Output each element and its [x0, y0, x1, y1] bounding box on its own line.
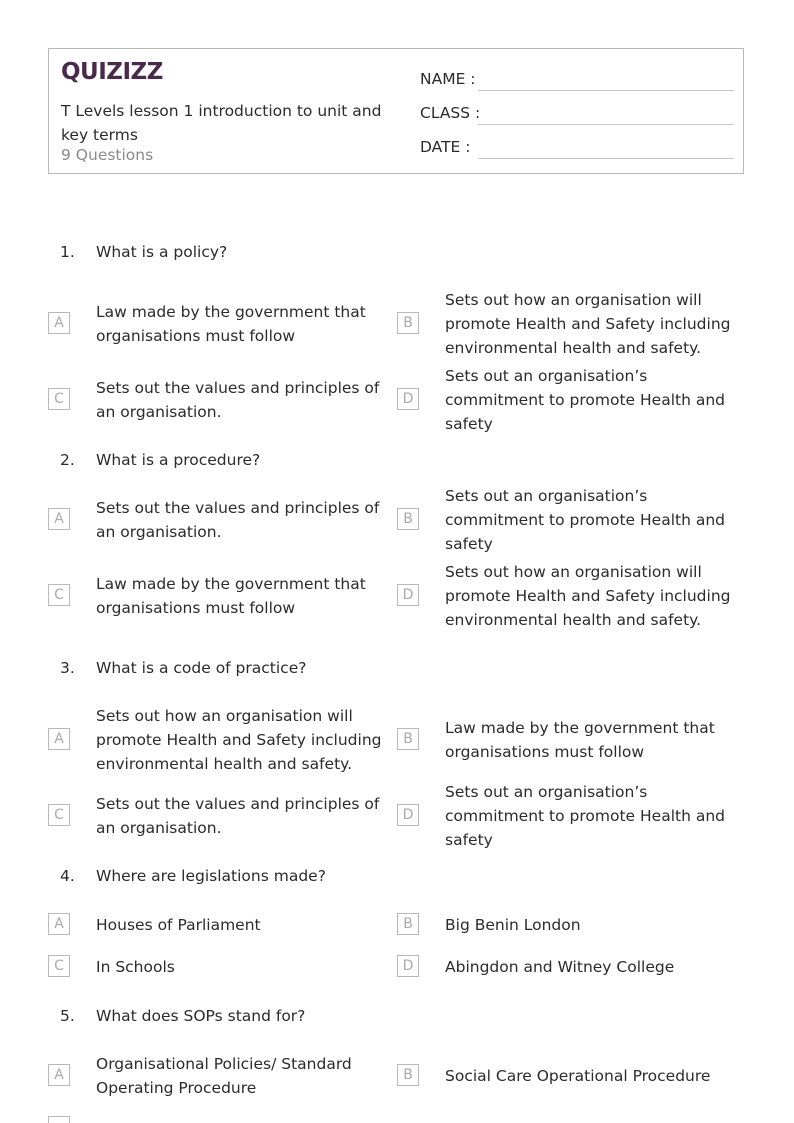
q4-option-c[interactable]	[48, 955, 393, 979]
q1-option-b[interactable]	[397, 288, 742, 360]
question-number: 4.	[60, 867, 75, 885]
q3-option-a[interactable]	[48, 704, 393, 776]
worksheet-header	[48, 48, 744, 174]
option-text: Sets out the values and principles of an organisation.	[96, 499, 380, 541]
option-text: Law made by the government that organisations must follow	[445, 719, 715, 761]
option-text: Sets out the values and principles of an organisation.	[96, 795, 380, 837]
option-letter-box[interactable]: B	[397, 312, 419, 334]
option-text: In Schools	[96, 958, 175, 976]
option-letter-box[interactable]: D	[397, 584, 419, 606]
option-letter-box[interactable]: B	[397, 508, 419, 530]
q1-option-a[interactable]	[48, 288, 393, 360]
option-letter-box[interactable]: B	[397, 913, 419, 935]
option-letter-box[interactable]: B	[397, 1064, 419, 1086]
question-text: What is a procedure?	[96, 451, 261, 469]
q2-option-b[interactable]	[397, 487, 742, 553]
question-count: 9 Questions	[61, 146, 154, 164]
class-field[interactable]	[420, 101, 734, 125]
q4-option-d[interactable]	[397, 955, 742, 979]
option-text: Sets out the values and principles of an organisation.	[96, 379, 380, 421]
q2-option-a[interactable]	[48, 496, 393, 544]
q5-option-b[interactable]	[397, 1052, 742, 1100]
option-text: Law made by the government that organisations must follow	[96, 575, 366, 617]
option-letter-box[interactable]: C	[48, 584, 70, 606]
option-letter-box[interactable]: C	[48, 955, 70, 977]
question-number: 5.	[60, 1007, 75, 1025]
option-text: Sets out an organisation’s commitment to promote Health and safety	[445, 783, 725, 849]
option-letter-box[interactable]: D	[397, 955, 419, 977]
name-label: NAME :	[420, 70, 476, 88]
option-letter-box[interactable]: A	[48, 312, 70, 334]
class-label: CLASS :	[420, 104, 481, 122]
option-text: Organisational Policies/ Standard Operating Procedure	[96, 1055, 352, 1097]
question-text: What is a code of practice?	[96, 659, 307, 677]
name-line[interactable]	[478, 90, 734, 91]
q2-option-c[interactable]	[48, 560, 393, 632]
option-text: Sets out how an organisation will promote Health and Safety including environmental health and safety.	[96, 707, 382, 773]
q3-option-d[interactable]	[397, 783, 742, 849]
option-text: Houses of Parliament	[96, 916, 261, 934]
option-letter-box[interactable]: C	[48, 804, 70, 826]
option-text: Sets out an organisation’s commitment to promote Health and safety	[445, 367, 725, 433]
question-text: Where are legislations made?	[96, 867, 326, 885]
q4-option-b[interactable]	[397, 913, 742, 937]
option-letter-box[interactable]: B	[397, 728, 419, 750]
option-text: Social Care Operational Procedure	[445, 1067, 711, 1085]
q2-option-d[interactable]	[397, 560, 742, 632]
question-number: 2.	[60, 451, 75, 469]
q4-option-a[interactable]	[48, 913, 393, 937]
option-letter-box[interactable]: A	[48, 508, 70, 530]
option-text: Law made by the government that organisations must follow	[96, 303, 366, 345]
option-letter-box[interactable]: A	[48, 728, 70, 750]
q5-option-a[interactable]	[48, 1052, 393, 1100]
option-letter-box[interactable]: D	[397, 804, 419, 826]
q3-option-b[interactable]	[397, 704, 742, 776]
option-text: Sets out an organisation’s commitment to promote Health and safety	[445, 487, 725, 553]
question-text: What is a policy?	[96, 243, 228, 261]
option-text: Abingdon and Witney College	[445, 958, 675, 976]
option-text: Sets out how an organisation will promote Health and Safety including environmental health and safety.	[445, 291, 731, 357]
question-number: 1.	[60, 243, 75, 261]
date-label: DATE :	[420, 138, 471, 156]
quizizz-logo: QUIZIZZ	[61, 59, 163, 85]
q1-option-d[interactable]	[397, 367, 742, 433]
date-field[interactable]	[420, 135, 734, 159]
date-line[interactable]	[478, 158, 734, 159]
option-letter-box[interactable]: D	[397, 388, 419, 410]
worksheet-title: T Levels lesson 1 introduction to unit and key terms	[61, 102, 382, 144]
option-letter-box[interactable]: A	[48, 1064, 70, 1086]
q1-option-c[interactable]	[48, 376, 393, 424]
option-letter-box[interactable]: A	[48, 913, 70, 935]
option-letter-box[interactable]	[48, 1116, 70, 1123]
q3-option-c[interactable]	[48, 792, 393, 840]
option-text: Sets out how an organisation will promote Health and Safety including environmental health and safety.	[445, 563, 731, 629]
question-number: 3.	[60, 659, 75, 677]
option-letter-box[interactable]: C	[48, 388, 70, 410]
question-text: What does SOPs stand for?	[96, 1007, 306, 1025]
option-text: Big Benin London	[445, 916, 581, 934]
q5-option-c-partial[interactable]	[48, 1116, 393, 1123]
class-line[interactable]	[478, 124, 734, 125]
name-field[interactable]	[420, 67, 734, 91]
